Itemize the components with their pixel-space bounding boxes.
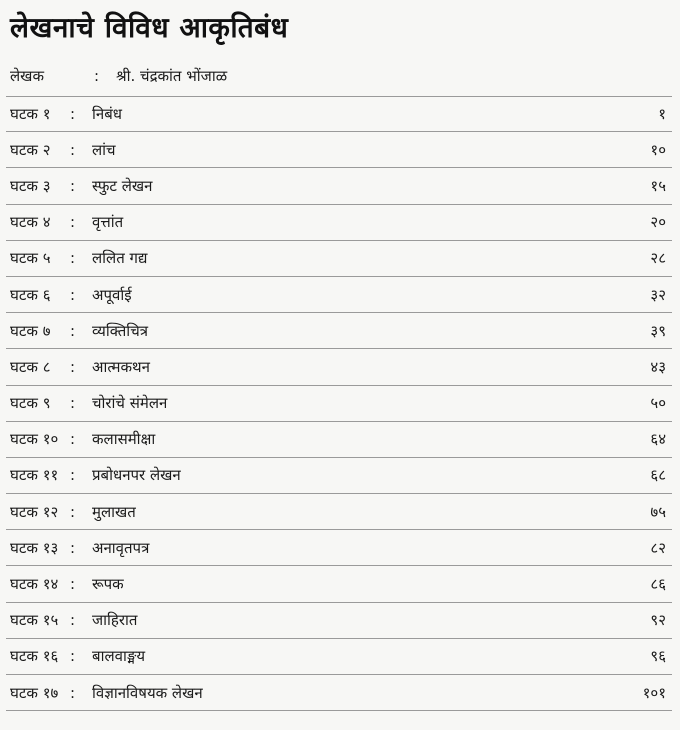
toc-row[interactable] [6, 458, 672, 494]
toc-row[interactable] [6, 277, 672, 313]
toc-colon: : [70, 249, 76, 268]
toc-unit-number: घटक ११ [10, 466, 59, 485]
toc-unit-number: घटक १५ [10, 611, 59, 630]
toc-colon: : [70, 611, 76, 630]
toc-row[interactable] [6, 530, 672, 566]
toc-page-number: ९२ [650, 611, 666, 630]
toc-unit-number: घटक १७ [10, 683, 59, 702]
toc-page-number: ३२ [650, 285, 666, 304]
toc-unit-number: घटक ६ [10, 285, 51, 304]
toc-colon: : [70, 683, 76, 702]
toc-row[interactable] [6, 639, 672, 675]
toc-colon: : [70, 213, 76, 232]
toc-page-number: २८ [650, 249, 666, 268]
toc-row[interactable] [6, 349, 672, 385]
toc-chapter-title: विज्ञानविषयक लेखन [92, 683, 203, 702]
table-of-contents [6, 96, 672, 711]
toc-colon: : [70, 430, 76, 449]
toc-row[interactable] [6, 313, 672, 349]
toc-colon: : [70, 502, 76, 521]
toc-unit-number: घटक १६ [10, 647, 59, 666]
toc-unit-number: घटक २ [10, 140, 51, 159]
page-title: लेखनाचे विविध आकृतिबंध [10, 11, 289, 44]
toc-chapter-title: व्यक्तिचित्र [92, 321, 148, 340]
toc-row[interactable] [6, 675, 672, 711]
toc-chapter-title: रूपक [92, 575, 124, 594]
toc-unit-number: घटक ३ [10, 176, 51, 195]
toc-unit-number: घटक ८ [10, 357, 51, 376]
author-line [10, 62, 670, 90]
toc-row[interactable] [6, 96, 672, 132]
toc-chapter-title: मुलाखत [92, 502, 136, 521]
toc-row[interactable] [6, 566, 672, 602]
toc-chapter-title: ललित गद्य [92, 249, 148, 268]
toc-page-number: १ [658, 105, 666, 124]
toc-unit-number: घटक १३ [10, 538, 59, 557]
toc-row[interactable] [6, 386, 672, 422]
toc-chapter-title: वृत्तांत [92, 213, 124, 232]
toc-unit-number: घटक ४ [10, 213, 51, 232]
toc-page-number: ६८ [650, 466, 666, 485]
toc-page-number: ३९ [650, 321, 666, 340]
toc-chapter-title: जाहिरात [92, 611, 138, 630]
toc-row[interactable] [6, 132, 672, 168]
author-name: श्री. चंद्रकांत भोंजाळ [116, 67, 228, 85]
toc-colon: : [70, 575, 76, 594]
toc-colon: : [70, 105, 76, 124]
toc-unit-number: घटक १ [10, 105, 51, 124]
toc-page-number: ७५ [650, 502, 666, 521]
author-colon: : [94, 67, 100, 85]
toc-page-number: ८६ [650, 575, 666, 594]
toc-row[interactable] [6, 494, 672, 530]
toc-colon: : [70, 357, 76, 376]
toc-unit-number: घटक १० [10, 430, 59, 449]
toc-chapter-title: प्रबोधनपर लेखन [92, 466, 181, 485]
toc-page-number: ६४ [650, 430, 666, 449]
toc-unit-number: घटक १४ [10, 575, 59, 594]
toc-page-number: ४३ [650, 357, 666, 376]
toc-colon: : [70, 321, 76, 340]
toc-colon: : [70, 647, 76, 666]
toc-page-number: २० [650, 213, 666, 232]
toc-row[interactable] [6, 422, 672, 458]
toc-chapter-title: स्फुट लेखन [92, 176, 153, 195]
toc-row[interactable] [6, 168, 672, 204]
toc-chapter-title: आत्मकथन [92, 357, 150, 376]
toc-chapter-title: लांच [92, 140, 116, 159]
toc-colon: : [70, 538, 76, 557]
toc-page-number: १०१ [642, 683, 666, 702]
toc-chapter-title: चोरांचे संमेलन [92, 394, 168, 413]
toc-colon: : [70, 285, 76, 304]
toc-row[interactable] [6, 603, 672, 639]
toc-chapter-title: अनावृतपत्र [92, 538, 150, 557]
toc-page-number: ९६ [650, 647, 666, 666]
toc-colon: : [70, 466, 76, 485]
toc-row[interactable] [6, 241, 672, 277]
toc-page-number: १५ [650, 176, 666, 195]
toc-chapter-title: कलासमीक्षा [92, 430, 156, 449]
toc-unit-number: घटक ७ [10, 321, 51, 340]
toc-chapter-title: बालवाङ्मय [92, 647, 146, 666]
author-label: लेखक [10, 67, 44, 85]
toc-page-number: ८२ [650, 538, 666, 557]
toc-chapter-title: निबंध [92, 105, 123, 124]
toc-colon: : [70, 140, 76, 159]
toc-colon: : [70, 176, 76, 195]
toc-unit-number: घटक ५ [10, 249, 51, 268]
toc-page-number: ५० [650, 394, 666, 413]
toc-row[interactable] [6, 205, 672, 241]
toc-unit-number: घटक १२ [10, 502, 59, 521]
toc-chapter-title: अपूर्वाई [92, 285, 132, 304]
toc-colon: : [70, 394, 76, 413]
toc-page-number: १० [650, 140, 666, 159]
toc-unit-number: घटक ९ [10, 394, 51, 413]
